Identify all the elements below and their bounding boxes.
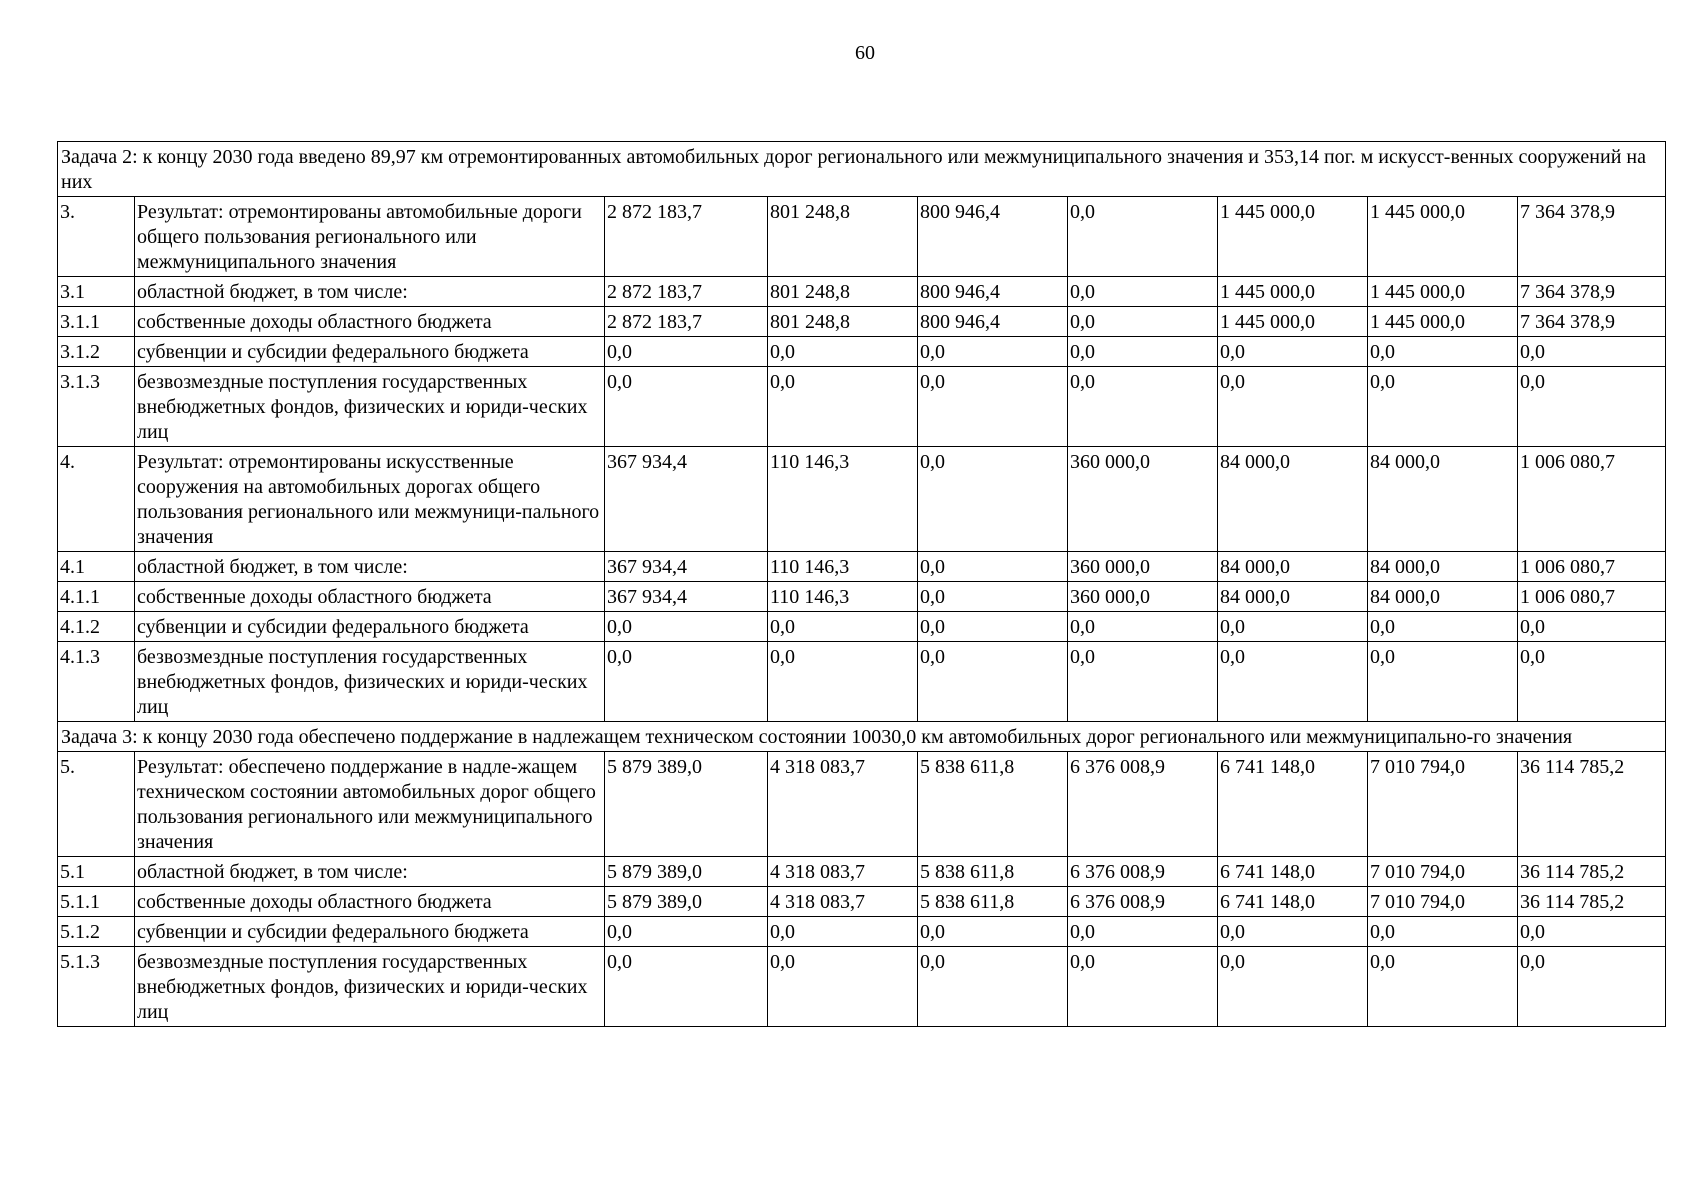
value-cell: 0,0 xyxy=(918,612,1068,642)
value-cell: 1 445 000,0 xyxy=(1368,307,1518,337)
table-row xyxy=(58,947,1666,1027)
value-cell: 1 006 080,7 xyxy=(1518,582,1666,612)
table-row xyxy=(58,887,1666,917)
value-cell: 0,0 xyxy=(918,552,1068,582)
value-cell: 84 000,0 xyxy=(1368,447,1518,552)
value-cell: 0,0 xyxy=(1518,917,1666,947)
value-cell: 7 364 378,9 xyxy=(1518,197,1666,277)
value-cell: 7 010 794,0 xyxy=(1368,887,1518,917)
value-cell: 0,0 xyxy=(768,612,918,642)
value-cell: 0,0 xyxy=(605,917,768,947)
value-cell: 7 364 378,9 xyxy=(1518,277,1666,307)
value-cell: 36 114 785,2 xyxy=(1518,857,1666,887)
value-cell: 5 838 611,8 xyxy=(918,887,1068,917)
value-cell: 0,0 xyxy=(918,337,1068,367)
row-number: 4.1 xyxy=(58,552,135,582)
row-number: 5.1.1 xyxy=(58,887,135,917)
row-name: собственные доходы областного бюджета xyxy=(135,307,605,337)
page-number: 60 xyxy=(855,42,875,64)
value-cell: 5 879 389,0 xyxy=(605,887,768,917)
value-cell: 6 376 008,9 xyxy=(1068,857,1218,887)
row-number: 4.1.2 xyxy=(58,612,135,642)
value-cell: 0,0 xyxy=(1368,917,1518,947)
table-row xyxy=(58,552,1666,582)
table-row xyxy=(58,197,1666,277)
row-name: субвенции и субсидии федерального бюджета xyxy=(135,337,605,367)
value-cell: 4 318 083,7 xyxy=(768,752,918,857)
task-row xyxy=(58,722,1666,752)
row-number: 3.1.3 xyxy=(58,367,135,447)
value-cell: 6 741 148,0 xyxy=(1218,752,1368,857)
value-cell: 0,0 xyxy=(768,367,918,447)
row-name: безвозмездные поступления государственных внебюджетных фондов, физических и юриди-ческих лиц xyxy=(135,947,605,1027)
value-cell: 0,0 xyxy=(605,367,768,447)
row-name: областной бюджет, в том числе: xyxy=(135,552,605,582)
value-cell: 0,0 xyxy=(1068,947,1218,1027)
value-cell: 360 000,0 xyxy=(1068,582,1218,612)
value-cell: 0,0 xyxy=(1518,947,1666,1027)
value-cell: 360 000,0 xyxy=(1068,447,1218,552)
task-2-text: Задача 2: к концу 2030 года введено 89,97 км отремонтированных автомобильных дорог регионального или межмуниципального значения и 353,14 пог. м искусст-венных сооружений на них xyxy=(58,142,1666,197)
row-name: безвозмездные поступления государственных внебюджетных фондов, физических и юриди-ческих лиц xyxy=(135,642,605,722)
table-row xyxy=(58,447,1666,552)
value-cell: 0,0 xyxy=(1368,947,1518,1027)
value-cell: 1 445 000,0 xyxy=(1218,307,1368,337)
value-cell: 6 741 148,0 xyxy=(1218,857,1368,887)
row-name: Результат: отремонтированы искусственные сооружения на автомобильных дорогах общего пользования регионального или межмуници-пального значения xyxy=(135,447,605,552)
value-cell: 0,0 xyxy=(768,917,918,947)
value-cell: 110 146,3 xyxy=(768,582,918,612)
budget-table xyxy=(57,141,1666,1027)
value-cell: 6 376 008,9 xyxy=(1068,887,1218,917)
value-cell: 1 445 000,0 xyxy=(1218,197,1368,277)
value-cell: 0,0 xyxy=(768,642,918,722)
row-name: собственные доходы областного бюджета xyxy=(135,887,605,917)
value-cell: 7 010 794,0 xyxy=(1368,857,1518,887)
row-number: 3.1 xyxy=(58,277,135,307)
table-row xyxy=(58,612,1666,642)
value-cell: 0,0 xyxy=(1368,642,1518,722)
value-cell: 0,0 xyxy=(605,947,768,1027)
table-row xyxy=(58,917,1666,947)
value-cell: 0,0 xyxy=(1368,337,1518,367)
value-cell: 1 006 080,7 xyxy=(1518,447,1666,552)
value-cell: 801 248,8 xyxy=(768,197,918,277)
row-number: 3.1.1 xyxy=(58,307,135,337)
row-number: 4. xyxy=(58,447,135,552)
value-cell: 367 934,4 xyxy=(605,552,768,582)
value-cell: 800 946,4 xyxy=(918,197,1068,277)
value-cell: 0,0 xyxy=(1368,612,1518,642)
value-cell: 0,0 xyxy=(1518,367,1666,447)
task-3-text: Задача 3: к концу 2030 года обеспечено поддержание в надлежащем техническом состоянии 10030,0 км автомобильных дорог регионального или межмуниципально-го значения xyxy=(58,722,1666,752)
value-cell: 2 872 183,7 xyxy=(605,307,768,337)
value-cell: 0,0 xyxy=(1068,917,1218,947)
row-number: 5. xyxy=(58,752,135,857)
value-cell: 0,0 xyxy=(1068,197,1218,277)
value-cell: 84 000,0 xyxy=(1368,552,1518,582)
value-cell: 800 946,4 xyxy=(918,307,1068,337)
value-cell: 0,0 xyxy=(768,947,918,1027)
value-cell: 4 318 083,7 xyxy=(768,857,918,887)
value-cell: 801 248,8 xyxy=(768,307,918,337)
value-cell: 0,0 xyxy=(1218,642,1368,722)
value-cell: 84 000,0 xyxy=(1218,447,1368,552)
value-cell: 0,0 xyxy=(918,582,1068,612)
value-cell: 7 010 794,0 xyxy=(1368,752,1518,857)
value-cell: 7 364 378,9 xyxy=(1518,307,1666,337)
row-number: 4.1.1 xyxy=(58,582,135,612)
value-cell: 5 838 611,8 xyxy=(918,752,1068,857)
value-cell: 6 741 148,0 xyxy=(1218,887,1368,917)
value-cell: 0,0 xyxy=(918,642,1068,722)
value-cell: 5 838 611,8 xyxy=(918,857,1068,887)
value-cell: 0,0 xyxy=(918,447,1068,552)
value-cell: 0,0 xyxy=(1218,337,1368,367)
table-row xyxy=(58,367,1666,447)
row-name: Результат: обеспечено поддержание в надле-жащем техническом состоянии автомобильных дорог общего пользования регионального или межмуниципального значения xyxy=(135,752,605,857)
value-cell: 84 000,0 xyxy=(1368,582,1518,612)
value-cell: 367 934,4 xyxy=(605,447,768,552)
value-cell: 800 946,4 xyxy=(918,277,1068,307)
value-cell: 5 879 389,0 xyxy=(605,857,768,887)
value-cell: 110 146,3 xyxy=(768,552,918,582)
value-cell: 0,0 xyxy=(1518,612,1666,642)
value-cell: 36 114 785,2 xyxy=(1518,752,1666,857)
value-cell: 0,0 xyxy=(1218,367,1368,447)
table-row xyxy=(58,337,1666,367)
row-name: субвенции и субсидии федерального бюджета xyxy=(135,917,605,947)
value-cell: 0,0 xyxy=(918,367,1068,447)
row-name: областной бюджет, в том числе: xyxy=(135,277,605,307)
value-cell: 0,0 xyxy=(1218,917,1368,947)
value-cell: 0,0 xyxy=(1068,612,1218,642)
row-number: 3. xyxy=(58,197,135,277)
value-cell: 0,0 xyxy=(1068,277,1218,307)
table-row xyxy=(58,857,1666,887)
row-number: 3.1.2 xyxy=(58,337,135,367)
value-cell: 0,0 xyxy=(605,642,768,722)
value-cell: 0,0 xyxy=(1218,612,1368,642)
value-cell: 1 445 000,0 xyxy=(1218,277,1368,307)
row-name: субвенции и субсидии федерального бюджета xyxy=(135,612,605,642)
table-row xyxy=(58,307,1666,337)
value-cell: 0,0 xyxy=(1068,642,1218,722)
value-cell: 1 445 000,0 xyxy=(1368,277,1518,307)
value-cell: 0,0 xyxy=(1218,947,1368,1027)
value-cell: 2 872 183,7 xyxy=(605,277,768,307)
value-cell: 36 114 785,2 xyxy=(1518,887,1666,917)
value-cell: 0,0 xyxy=(605,612,768,642)
value-cell: 0,0 xyxy=(1368,367,1518,447)
value-cell: 0,0 xyxy=(918,947,1068,1027)
value-cell: 5 879 389,0 xyxy=(605,752,768,857)
value-cell: 84 000,0 xyxy=(1218,552,1368,582)
value-cell: 84 000,0 xyxy=(1218,582,1368,612)
value-cell: 0,0 xyxy=(768,337,918,367)
value-cell: 1 006 080,7 xyxy=(1518,552,1666,582)
table-row xyxy=(58,582,1666,612)
value-cell: 367 934,4 xyxy=(605,582,768,612)
table-row xyxy=(58,752,1666,857)
row-name: собственные доходы областного бюджета xyxy=(135,582,605,612)
table-row xyxy=(58,642,1666,722)
value-cell: 801 248,8 xyxy=(768,277,918,307)
value-cell: 0,0 xyxy=(605,337,768,367)
row-number: 4.1.3 xyxy=(58,642,135,722)
value-cell: 0,0 xyxy=(1068,307,1218,337)
value-cell: 0,0 xyxy=(1068,367,1218,447)
value-cell: 4 318 083,7 xyxy=(768,887,918,917)
table-row xyxy=(58,277,1666,307)
row-number: 5.1 xyxy=(58,857,135,887)
row-number: 5.1.2 xyxy=(58,917,135,947)
value-cell: 0,0 xyxy=(1518,642,1666,722)
value-cell: 360 000,0 xyxy=(1068,552,1218,582)
row-number: 5.1.3 xyxy=(58,947,135,1027)
value-cell: 110 146,3 xyxy=(768,447,918,552)
value-cell: 0,0 xyxy=(1518,337,1666,367)
value-cell: 0,0 xyxy=(1068,337,1218,367)
row-name: областной бюджет, в том числе: xyxy=(135,857,605,887)
value-cell: 0,0 xyxy=(918,917,1068,947)
value-cell: 2 872 183,7 xyxy=(605,197,768,277)
task-row xyxy=(58,142,1666,197)
row-name: Результат: отремонтированы автомобильные дороги общего пользования регионального или межмуниципального значения xyxy=(135,197,605,277)
value-cell: 1 445 000,0 xyxy=(1368,197,1518,277)
row-name: безвозмездные поступления государственных внебюджетных фондов, физических и юриди-ческих лиц xyxy=(135,367,605,447)
value-cell: 6 376 008,9 xyxy=(1068,752,1218,857)
